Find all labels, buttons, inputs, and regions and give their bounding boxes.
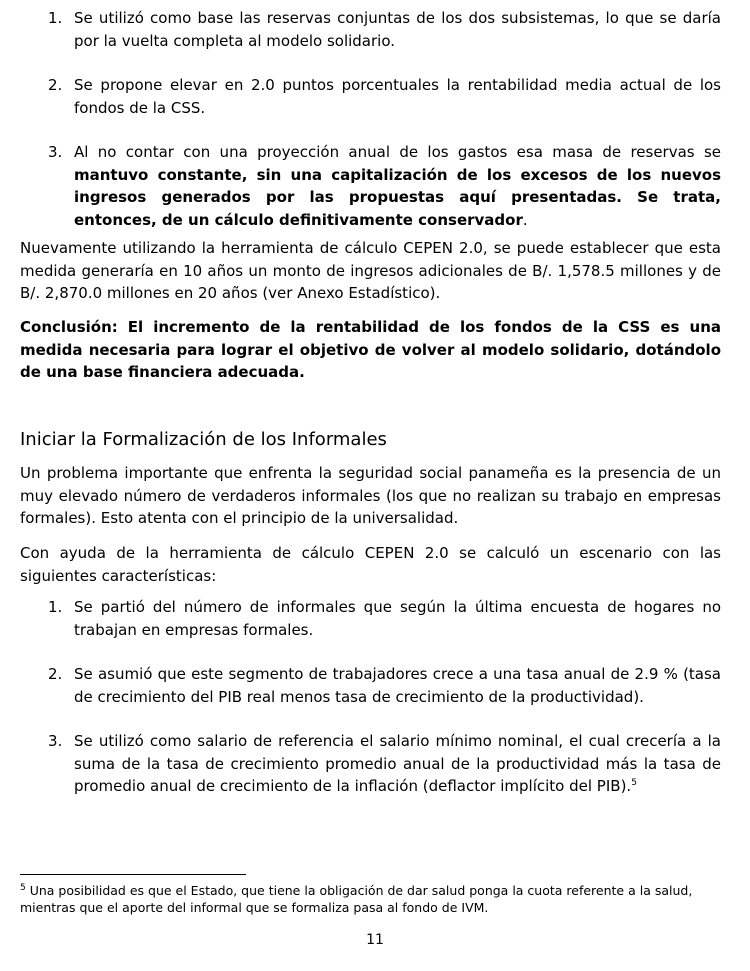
paragraph-cepen: Nuevamente utilizando la herramienta de cálculo CEPEN 2.0, se puede establecer que esta medida generaría en 10 años un monto de ingresos adicionales de B/. 1,578.5 millones y de B/. 2,870.0 millones en 20 años (ver Anexo Estadístico).	[20, 239, 721, 302]
paragraph-scenario: Con ayuda de la herramienta de cálculo CEPEN 2.0 se calculó un escenario con las siguientes características:	[20, 544, 721, 585]
page-number: 11	[366, 932, 384, 948]
list-item-text: Se utilizó como base las reservas conjuntas de los dos subsistemas, lo que se daría por la vuelta completa al modelo solidario.	[74, 9, 721, 50]
footnote-reference[interactable]: 5	[631, 778, 637, 788]
numbered-list-reserves	[20, 7, 721, 231]
paragraph-problem: Un problema importante que enfrenta la seguridad social panameña es la presencia de un muy elevado número de verdaderos informales (los que no realizan su trabajo en empresas formales). Esto atenta con el principio de la universalidad.	[20, 464, 721, 527]
list-item-text-end: .	[522, 210, 528, 229]
list-item	[20, 663, 721, 708]
list-item-text: Se partió del número de informales que según la última encuesta de hogares no trabajan en empresas formales.	[74, 598, 721, 639]
list-item-text: Se propone elevar en 2.0 puntos porcentuales la rentabilidad media actual de los fondos de la CSS.	[74, 76, 721, 117]
list-number: 1.	[48, 598, 63, 616]
list-number: 3.	[48, 732, 63, 750]
list-number: 1.	[48, 9, 63, 27]
list-number: 2.	[48, 76, 63, 94]
list-item	[20, 74, 721, 119]
footnote-mark: 5	[20, 882, 26, 893]
list-item	[20, 596, 721, 641]
list-item-text: Se asumió que este segmento de trabajadores crece a una tasa anual de 2.9 % (tasa de crecimiento del PIB real menos tasa de crecimiento de la productividad).	[74, 665, 721, 706]
list-number: 3.	[48, 143, 63, 161]
list-item-text: Se utilizó como salario de referencia el salario mínimo nominal, el cual crecería a la suma de la tasa de crecimiento promedio anual de la productividad más la tasa de promedio anual de crecimiento de la inflación (deflactor implícito del PIB).	[74, 732, 721, 795]
numbered-list-scenario	[20, 596, 721, 798]
list-item-text-plain: Al no contar con una proyección anual de los gastos esa masa de reservas se	[74, 143, 721, 161]
paragraph-conclusion: Conclusión: El incremento de la rentabilidad de los fondos de la CSS es una medida necesaria para lograr el objetivo de volver al modelo solidario, dotándolo de una base financiera adecuada.	[20, 318, 721, 381]
footnote-text: Una posibilidad es que el Estado, que tiene la obligación de dar salud ponga la cuota referente a la salud, mientras que el aporte del informal que se formaliza pasa al fondo de IVM.	[20, 883, 693, 915]
list-item	[20, 7, 721, 52]
list-item	[20, 730, 721, 798]
list-number: 2.	[48, 665, 63, 683]
list-item	[20, 141, 721, 231]
footnote	[20, 882, 721, 916]
footnote-divider	[20, 874, 246, 875]
list-item-text-bold: mantuvo constante, sin una capitalización de los excesos de los nuevos ingresos generados por las propuestas aquí presentadas. Se trata, entonces, de un cálculo definitivamente conservador	[74, 165, 721, 229]
section-heading: Iniciar la Formalización de los Informales	[20, 429, 387, 450]
